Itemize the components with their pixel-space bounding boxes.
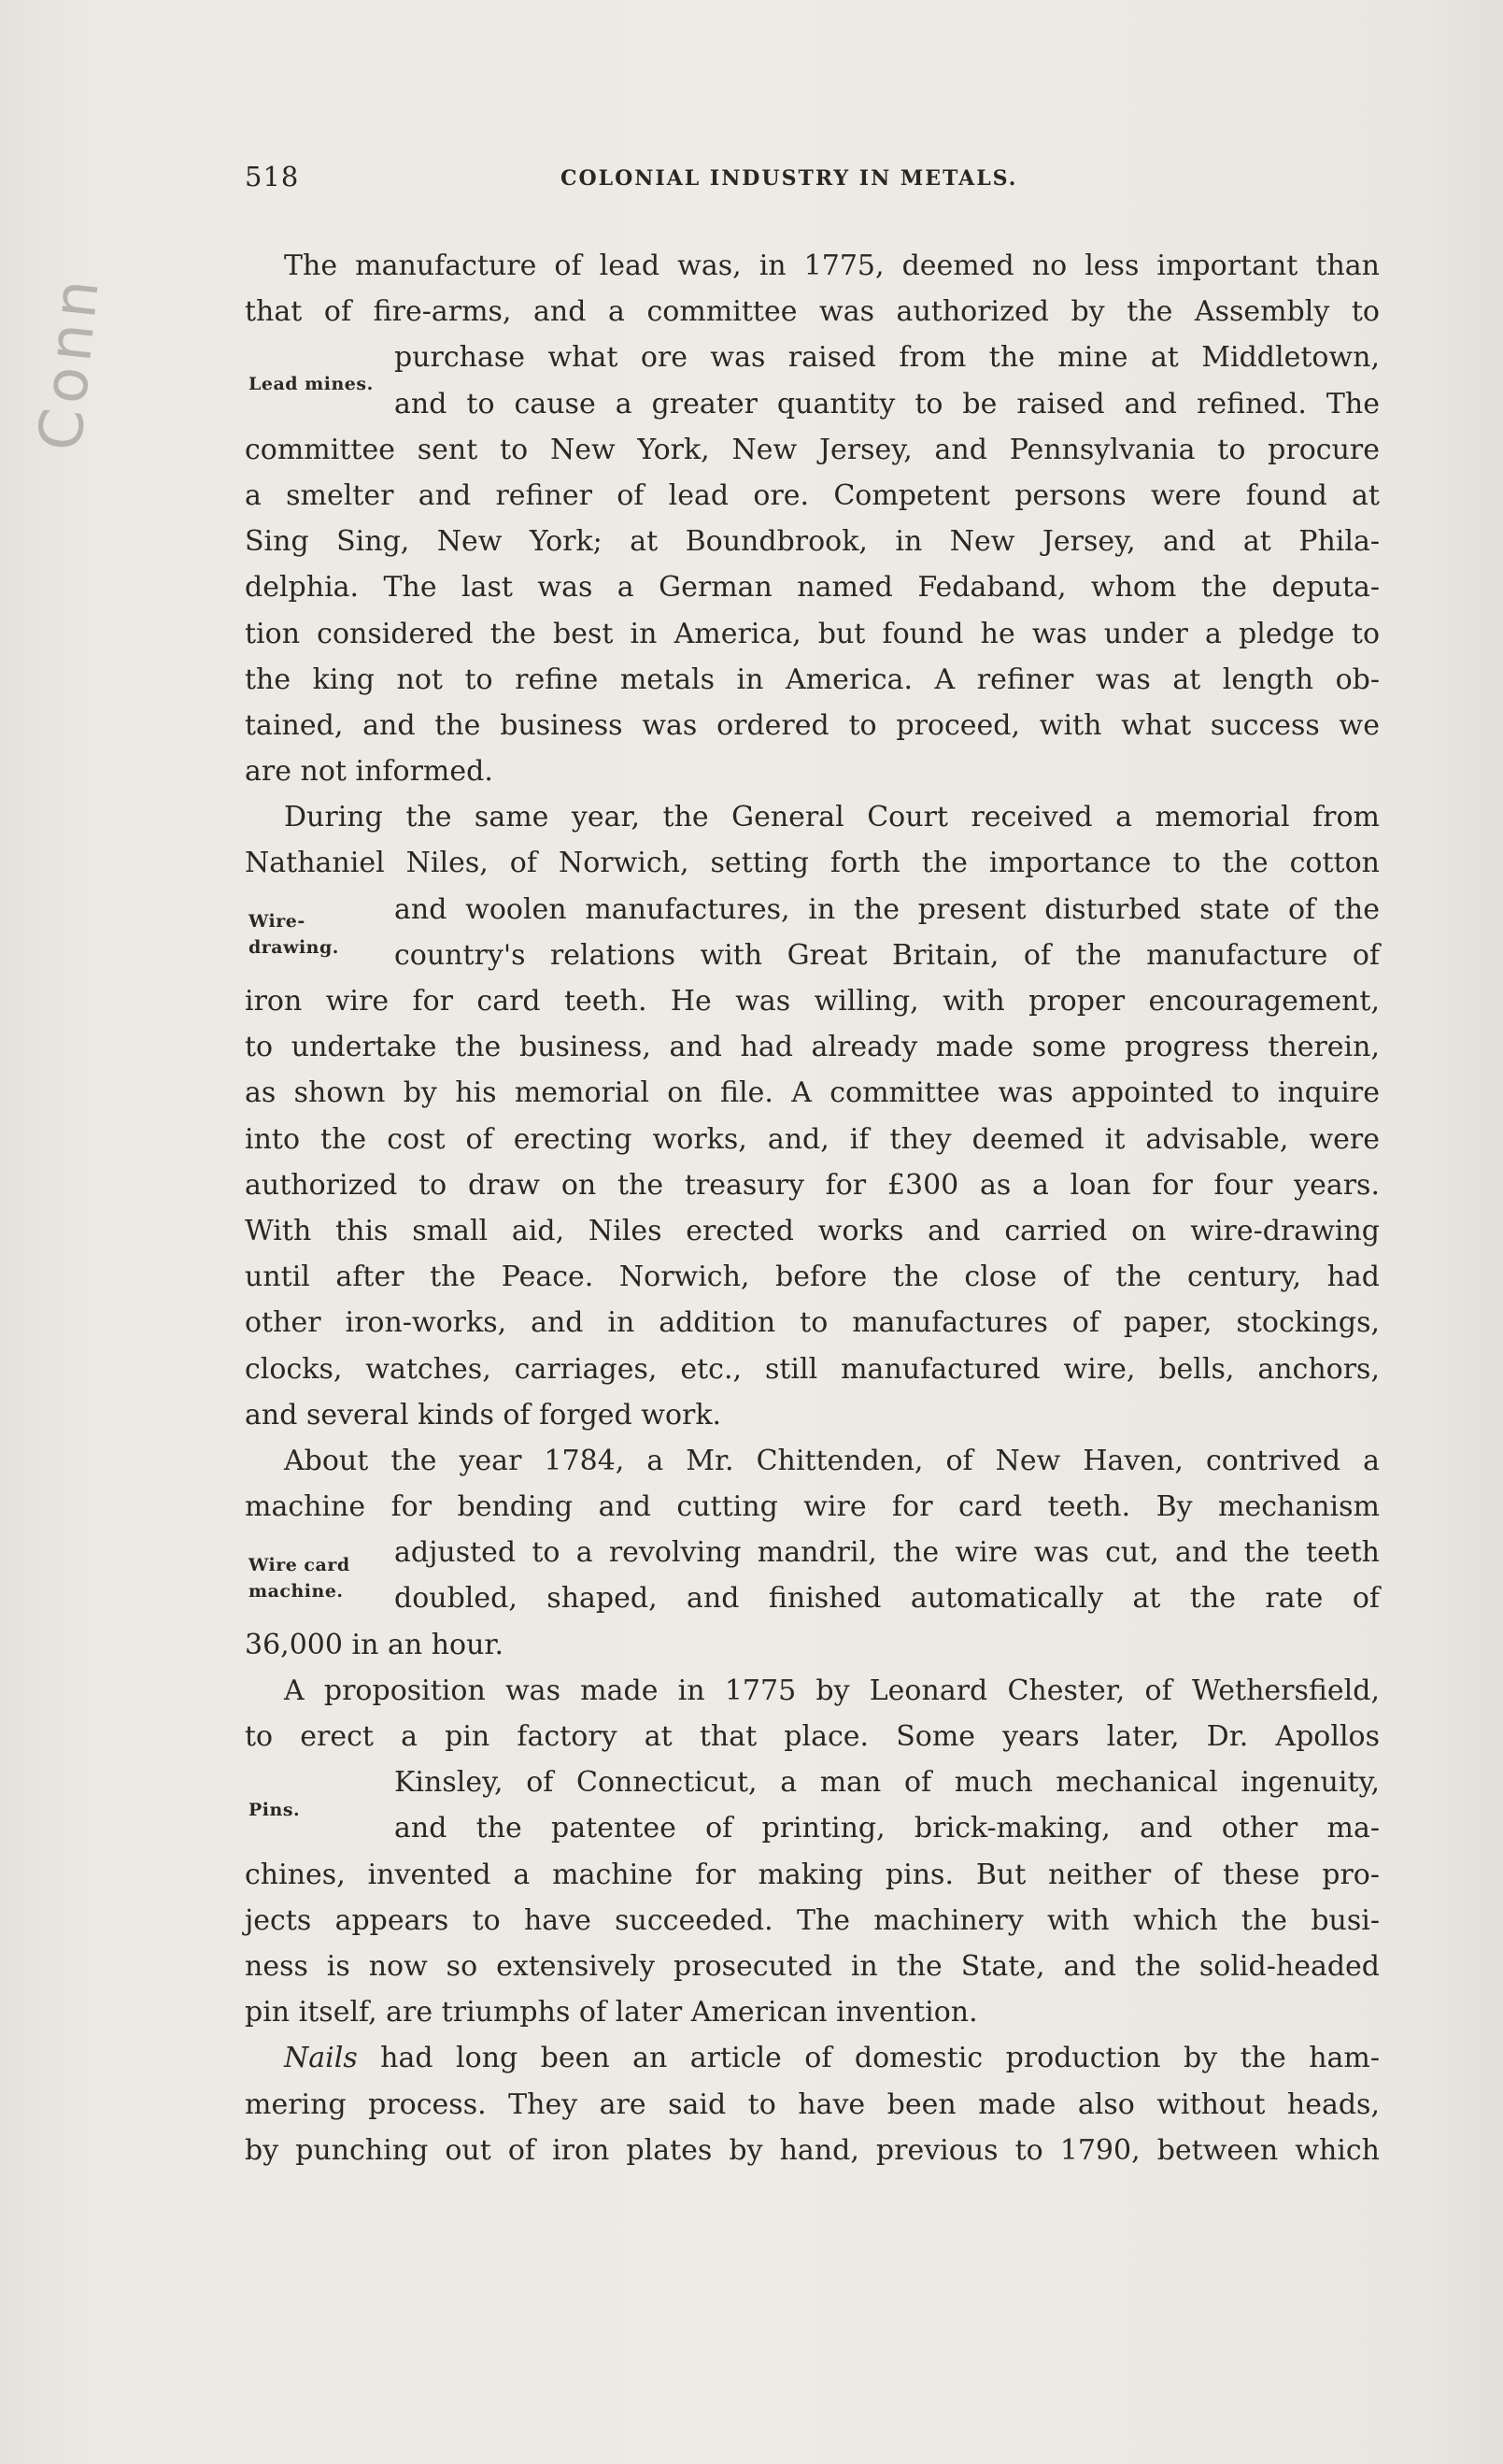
margin-note-line: machine. [248,1581,344,1602]
text-line: authorized to draw on the treasury for £300 as a loan for four years. [245,1168,1380,1202]
text-line: delphia. The last was a German named Fedaband, whom the deputa- [245,571,1380,605]
text-line: as shown by his memorial on file. A committee was appointed to inquire [245,1076,1380,1110]
text-line: by punching out of iron plates by hand, previous to 1790, between which [245,2133,1380,2167]
text-line: to erect a pin factory at that place. Some years later, Dr. Apollos [245,1720,1380,1753]
text-line: Sing Sing, New York; at Boundbrook, in New Jersey, and at Phila- [245,525,1380,559]
margin-note-line: Wire card [248,1555,350,1575]
text-line: pin itself, are triumphs of later American invention. [245,1996,978,2030]
text-line: With this small aid, Niles erected works and carried on wire-drawing [245,1214,1380,1247]
text-line: tained, and the business was ordered to proceed, with what success we [245,708,1380,742]
text-line: machine for bending and cutting wire for card teeth. By mechanism [245,1490,1380,1524]
text-line: and several kinds of forged work. [245,1398,722,1431]
page-header [245,161,1380,198]
text-line: and to cause a greater quantity to be raised and refined. The [394,387,1380,420]
text-line: purchase what ore was raised from the mine at Middletown, [394,341,1380,375]
text-line: and woolen manufactures, in the present disturbed state of the [394,892,1380,926]
margin-note-line: Wire- [248,911,305,932]
text-line: are not informed. [245,755,493,789]
margin-note-pins: Pins. [248,1800,301,1820]
text-line: About the year 1784, a Mr. Chittenden, of New Haven, contrived a [284,1444,1380,1477]
text-line: Kinsley, of Connecticut, a man of much mechanical ingenuity, [394,1766,1380,1800]
margin-note-line: drawing. [248,937,339,958]
text-line: the king not to refine metals in America. A refiner was at length ob- [245,662,1380,696]
text-line: 36,000 in an hour. [245,1628,503,1661]
text-line: During the same year, the General Court received a memorial from [284,801,1380,834]
text-line: jects appears to have succeeded. The machinery with which the busi- [245,1903,1380,1937]
paragraph [245,1668,1380,2036]
margin-note-lead-mines: Lead mines. [248,374,374,394]
text-line: committee sent to New York, New Jersey, and Pennsylvania to procure [245,433,1380,466]
text-line: a smelter and refiner of lead ore. Competent persons were found at [245,478,1380,512]
running-title: COLONIAL INDUSTRY IN METALS. [560,166,1018,191]
text-line: doubled, shaped, and finished automatically at the rate of [394,1582,1380,1616]
paragraph [245,243,1380,794]
text-line: adjusted to a revolving mandril, the wire was cut, and the teeth [394,1536,1380,1570]
text-line-rest: had long been an article of domestic production by the ham- [357,2042,1380,2075]
text-line: to undertake the business, and had already made some progress therein, [245,1031,1380,1064]
text-line: iron wire for card teeth. He was willing, with proper encouragement, [245,985,1380,1018]
paragraph [245,1438,1380,1668]
text-line: A proposition was made in 1775 by Leonard Chester, of Wethersfield, [284,1674,1380,1707]
text-line: tion considered the best in America, but found he was under a pledge to [245,617,1380,650]
text-line: chines, invented a machine for making pins. But neither of these pro- [245,1858,1380,1891]
paragraph [245,2035,1380,2173]
text-line: mering process. They are said to have been made also without heads, [245,2087,1380,2121]
text-line: other iron-works, and in addition to manufactures of paper, stockings, [245,1306,1380,1340]
text-line: The manufacture of lead was, in 1775, deemed no less important than [284,249,1380,282]
pencil-annotation: Conn [26,271,114,454]
text-line: clocks, watches, carriages, etc., still manufactured wire, bells, anchors, [245,1352,1380,1386]
text-line: Nathaniel Niles, of Norwich, setting forth the importance to the cotton [245,847,1380,880]
paragraph [245,794,1380,1438]
text-line: into the cost of erecting works, and, if they deemed it advisable, were [245,1122,1380,1156]
italic-word: Nails [284,2042,358,2075]
text-line: country's relations with Great Britain, of the manufacture of [394,938,1380,972]
body-text [245,243,1380,2173]
text-line [245,2035,1380,2081]
text-line: and the patentee of printing, brick-making, and other ma- [394,1812,1380,1845]
text-line: ness is now so extensively prosecuted in the State, and the solid-headed [245,1949,1380,1983]
text-line: until after the Peace. Norwich, before the close of the century, had [245,1260,1380,1294]
text-line: that of fire-arms, and a committee was authorized by the Assembly to [245,295,1380,329]
page-number: 518 [245,161,300,192]
